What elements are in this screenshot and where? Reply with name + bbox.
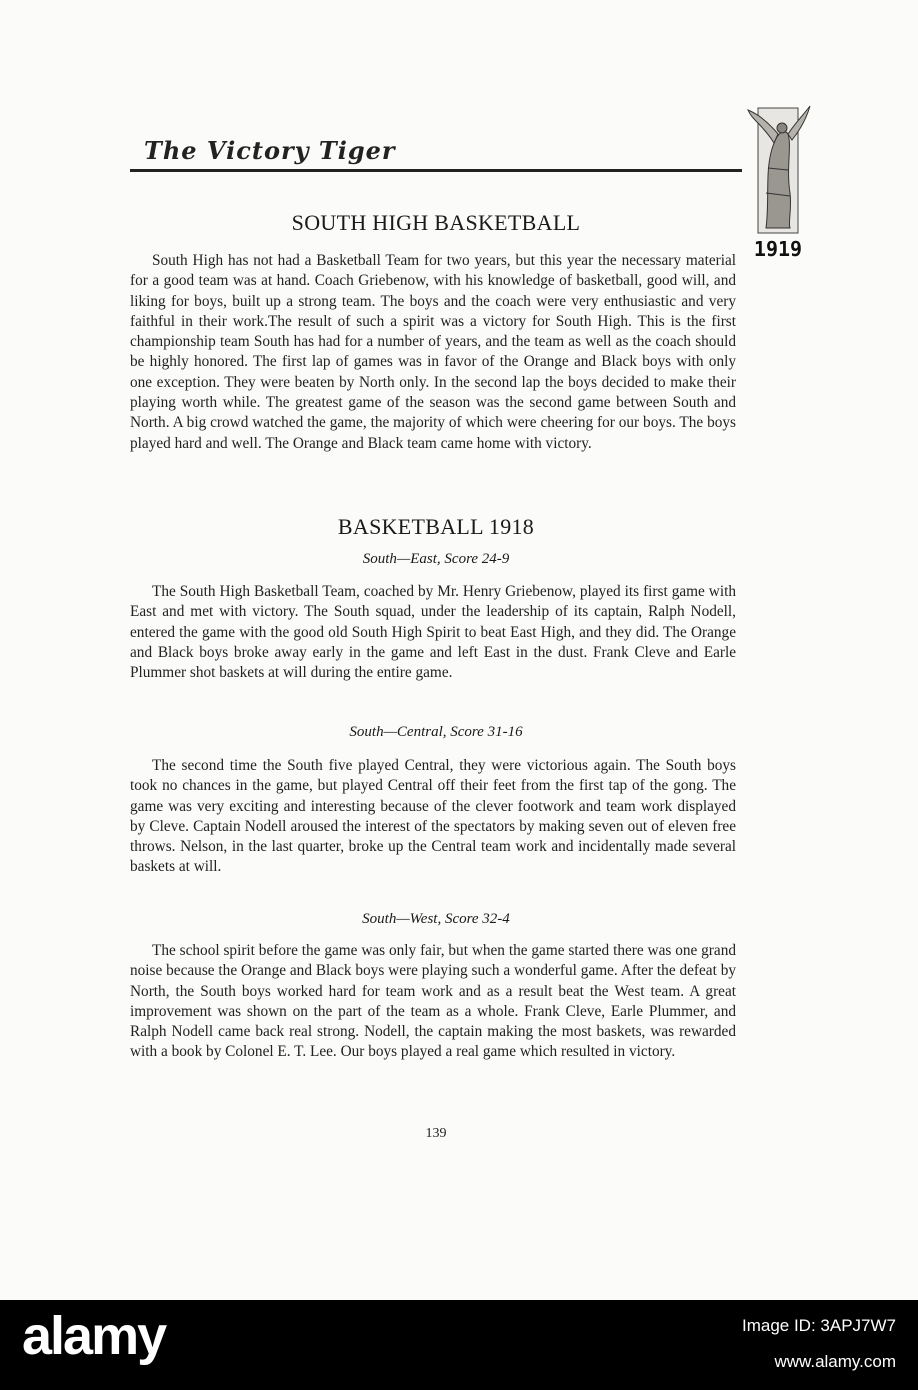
game-heading-east: South—East, Score 24-9	[362, 551, 510, 567]
yearbook-title: The Victory Tiger	[144, 136, 396, 165]
article-title: SOUTH HIGH BASKETBALL	[291, 210, 581, 235]
game-paragraph-east: The South High Basketball Team, coached by Mr. Henry Griebenow, played its first game with East and met with victory. The South squad, under the leadership of its captain, Ralph Nodell, entered the game with the good old South High Spirit to beat East High, and they did. The Orange and Black boys broke away early in the game and left East in the dust. Frank Cleve and Earle Plummer shot baskets at will during the entire game.	[130, 583, 736, 682]
season-title: BASKETBALL 1918	[337, 514, 535, 539]
game-heading-central: South—Central, Score 31-16	[349, 724, 523, 740]
emblem-year: 1919	[753, 237, 803, 261]
image-id: Image ID: 3APJ7W7	[741, 1316, 896, 1335]
game-paragraph-west: The school spirit before the game was only fair, but when the game started there was one grand noise because the Orange and Black boys were playing such a wonderful game. After the defeat by North, the South boys worked hard for team work and as a result beat the West team. A great improvement was shown on the part of the team as a whole. Frank Cleve, Earle Plummer, and Ralph Nodell came back real strong. Nodell, the captain making the most baskets, was rewarded with a book by Colonel E. T. Lee. Our boys played a real game which resulted in victory.	[130, 942, 736, 1061]
stock-url: www.alamy.com	[774, 1352, 896, 1371]
game-paragraph-central: The second time the South five played Central, they were victorious again. The South boys took no chances in the game, but played Central off their feet from the first tap of the gong. The game was very exciting and interesting because of the clever footwork and team work displayed by Cleve. Captain Nodell aroused the interest of the spectators by making seven out of eleven free throws. Nelson, in the last quarter, broke up the Central team work and incidentally made several baskets at will.	[130, 757, 736, 876]
game-heading-west: South—West, Score 32-4	[362, 911, 510, 927]
article-paragraph: South High has not had a Basketball Team for two years, but this year the necessary material for a good team was at hand. Coach Griebenow, with his knowledge of basketball, good will, and liking for boys, built up a strong team. The boys and the coach were very enthusiastic and very faithful in their work.The result of such a spirit was a victory for South High. This is the first championship team South has had for a number of years, and the team as well as the coach should be highly honored. The first lap of games was in favor of the Orange and Black boys with only one exception. They were beaten by North only. In the second lap the boys decided to make their playing worth while. The greatest game of the season was the second game between South and North. A big crowd watched the game, the majority of which were cheering for our boys. The boys played hard and well. The Orange and Black team came home with victory.	[130, 252, 736, 452]
page-number: 139	[425, 1126, 447, 1141]
stock-logo: alamy	[22, 1306, 166, 1366]
header-rule	[130, 169, 742, 172]
